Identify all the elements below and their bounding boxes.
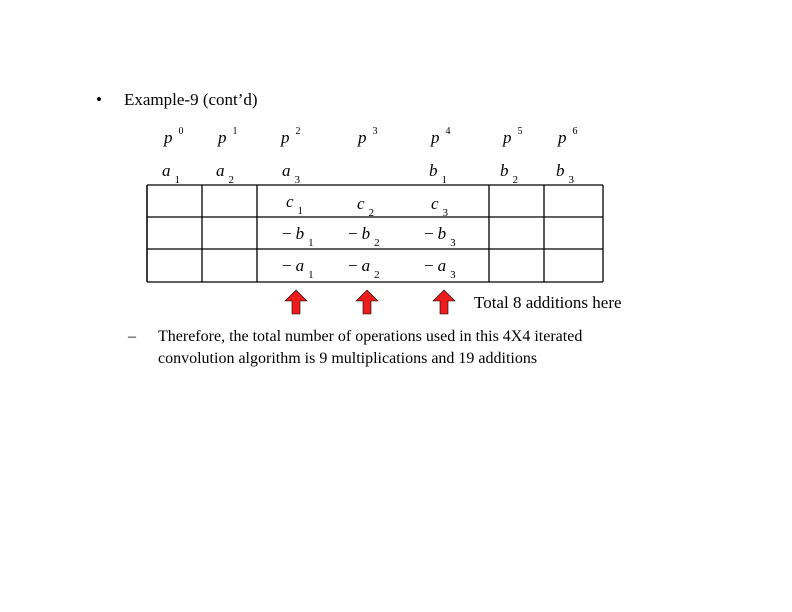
additions-note: Total 8 additions here — [474, 293, 622, 312]
row1-a3: $a_3$ — [282, 161, 300, 187]
up-arrow-icon — [355, 289, 379, 315]
cell-minus-a2: − $a_2$ — [348, 256, 380, 282]
row1-b3: $b_3$ — [556, 161, 574, 187]
header-p1: p $^1$ — [218, 126, 238, 147]
cell-c2: $c_2$ — [357, 194, 375, 220]
slide-heading: Example-9 (cont’d) — [124, 90, 258, 109]
cell-minus-b3: − $b_3$ — [424, 224, 456, 250]
header-p3: p $^3$ — [358, 126, 378, 147]
header-p2: p $^2$ — [281, 126, 301, 147]
header-p6: p $^6$ — [558, 126, 578, 147]
up-arrow-icon — [432, 289, 456, 315]
header-p0: p $^0$ — [164, 126, 184, 147]
up-arrow-icon — [284, 289, 308, 315]
row1-a1: $a_1$ — [162, 161, 180, 187]
header-p5: p $^5$ — [503, 126, 523, 147]
row1-b2: $b_2$ — [500, 161, 518, 187]
cell-c3: $c_3$ — [431, 194, 449, 220]
cell-minus-a3: − $a_3$ — [424, 256, 456, 282]
cell-minus-b2: − $b_2$ — [348, 224, 380, 250]
conclusion-text — [158, 326, 658, 370]
header-p4: p $^4$ — [431, 126, 451, 147]
cell-minus-a1: − $a_1$ — [282, 256, 314, 282]
dash-marker: – — [128, 328, 136, 345]
conclusion-line-1: Therefore, the total number of operations used in this 4X4 iterated — [158, 328, 583, 345]
cell-c1: $c_1$ — [286, 192, 304, 218]
bullet-marker: • — [96, 90, 102, 109]
conclusion-line-2: convolution algorithm is 9 multiplications and 19 additions — [158, 350, 538, 367]
cell-minus-b1: − $b_1$ — [282, 224, 314, 250]
row1-a2: $a_2$ — [216, 161, 234, 187]
row1-b1: $b_1$ — [429, 161, 447, 187]
